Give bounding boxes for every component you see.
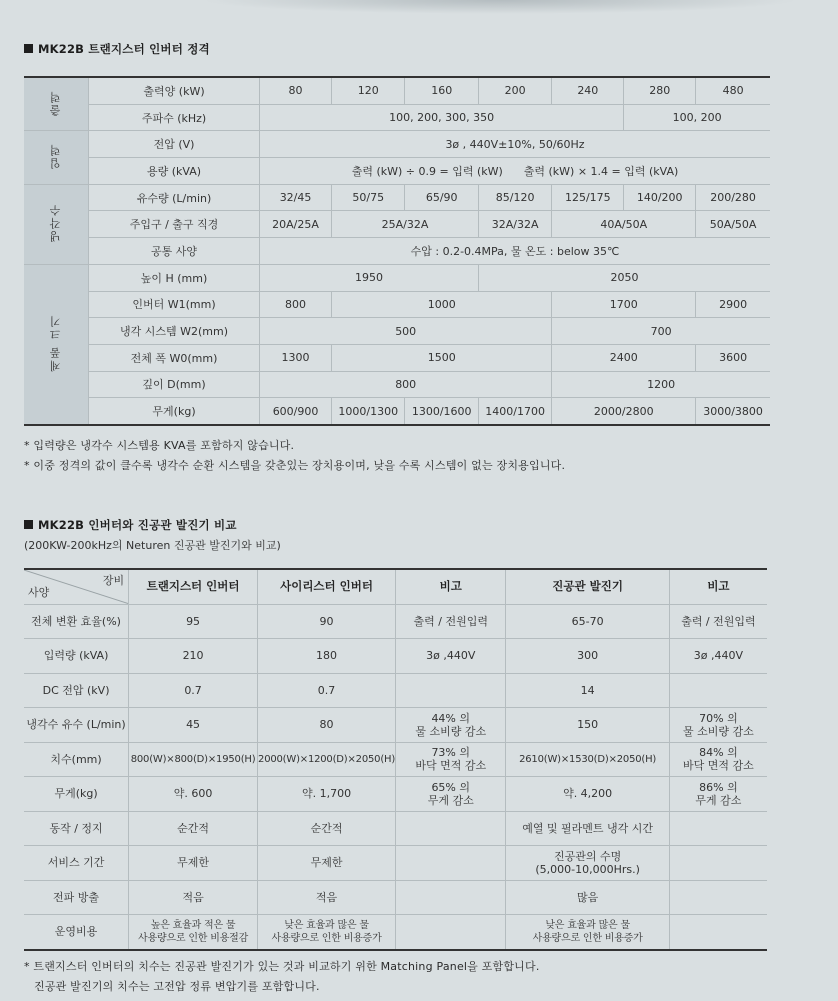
group-label-output: 출력 [24,77,89,131]
table-row [24,846,767,881]
table-row [24,211,770,238]
cell: 순간적 [258,811,396,846]
table-row [24,777,767,812]
cell: 1300 [260,344,332,371]
cell: 120 [332,77,405,104]
table-row [24,604,767,639]
cell: 100, 200, 300, 350 [260,104,624,131]
cell: 25A/32A [332,211,479,238]
cell [396,880,506,915]
cell: 출력 (kW) ÷ 0.9 = 입력 (kW) 출력 (kW) × 1.4 = 입력 (kVA) [260,158,770,185]
cell: 2610(W)×1530(D)×2050(H) [506,742,669,777]
cell: 3000/3800 [696,398,770,425]
row-label: 운영비용 [24,915,129,950]
cell: 낮은 효율과 많은 물 사용량으로 인한 비용증가 [506,915,669,950]
cell: 약. 4,200 [506,777,669,812]
group-label-input: 입력 [24,131,89,184]
row-label: 용량 (kVA) [89,158,260,185]
cell: 3ø ,440V [396,639,506,674]
column-header: 트랜지스터 인버터 [129,569,258,604]
cell: 낮은 효율과 많은 물 사용량으로 인한 비용증가 [258,915,396,950]
column-header: 비고 [669,569,767,604]
cell: 65% 의 무게 감소 [396,777,506,812]
cell: 32/45 [260,184,332,211]
cell: 90 [258,604,396,639]
table-row [24,77,770,104]
corner-top-label: 장비 [102,574,125,587]
cell: 14 [506,673,669,708]
cell: 1700 [552,291,696,318]
cell: 200 [478,77,551,104]
cell: 적음 [129,880,258,915]
top-shadow [200,0,800,14]
cell [669,811,767,846]
cell: 0.7 [258,673,396,708]
cell: 150 [506,708,669,743]
row-label: 공통 사양 [89,238,260,265]
cell: 32A/32A [478,211,551,238]
cell: 84% 의 바닥 면적 감소 [669,742,767,777]
cell: 적음 [258,880,396,915]
cell [396,811,506,846]
cell: 1500 [332,344,552,371]
row-label: 주파수 (kHz) [89,104,260,131]
cell: 높은 효율과 적은 물 사용량으로 인한 비용절감 [129,915,258,950]
cell: 125/175 [552,184,624,211]
row-label: 출력양 (kW) [89,77,260,104]
table-row [24,104,770,131]
cell: 진공관의 수명 (5,000-10,000Hrs.) [506,846,669,881]
cell: 65/90 [405,184,478,211]
cell: 많음 [506,880,669,915]
cell: 약. 1,700 [258,777,396,812]
cell: 1000/1300 [332,398,405,425]
cell [669,673,767,708]
row-label: 높이 H (mm) [89,264,260,291]
cell: 100, 200 [624,104,770,131]
table-row [24,131,770,158]
cell: 45 [129,708,258,743]
table-row [24,291,770,318]
table-row [24,639,767,674]
table-row [24,673,767,708]
row-label: 깊이 D(mm) [89,371,260,398]
cell: 600/900 [260,398,332,425]
cell: 1300/1600 [405,398,478,425]
cell: 1400/1700 [478,398,551,425]
table-row [24,238,770,265]
compare-note-1: * 트랜지스터 인버터의 치수는 진공관 발진기가 있는 것과 비교하기 위한 Matching Panel을 포함합니다. [24,960,540,973]
row-label: 전압 (V) [89,131,260,158]
table-row [24,371,770,398]
cell: 1950 [260,264,479,291]
cell: 3ø ,440V [669,639,767,674]
cell [669,915,767,950]
cell: 1000 [332,291,552,318]
table-row [24,915,767,950]
cell: 수압 : 0.2-0.4MPa, 물 온도 : below 35℃ [260,238,770,265]
cell: 약. 600 [129,777,258,812]
row-label: 전체 변환 효율(%) [24,604,129,639]
cell: 50/75 [332,184,405,211]
cell: 200/280 [696,184,770,211]
row-label: 서비스 기간 [24,846,129,881]
compare-table [24,568,767,951]
cell: 1200 [552,371,770,398]
spec-table [24,76,770,426]
row-label: 인버터 W1(mm) [89,291,260,318]
table-row [24,811,767,846]
cell: 180 [258,639,396,674]
spec-note-1: * 입력량은 냉각수 시스템용 KVA를 포함하지 않습니다. [24,439,295,452]
cell: 2050 [478,264,770,291]
row-label: 주입구 / 출구 직경 [89,211,260,238]
cell: 0.7 [129,673,258,708]
row-label: 냉각 시스템 W2(mm) [89,318,260,345]
compare-note-2: 진공관 발진기의 치수는 고전압 정류 변압기를 포함합니다. [34,980,320,993]
column-header: 비고 [396,569,506,604]
cell: 70% 의 물 소비량 감소 [669,708,767,743]
row-label: 전체 폭 W0(mm) [89,344,260,371]
row-label: 치수(mm) [24,742,129,777]
corner-cell [24,569,129,604]
cell: 3ø , 440V±10%, 50/60Hz [260,131,770,158]
table-row [24,158,770,185]
row-label: 유수량 (L/min) [89,184,260,211]
cell: 160 [405,77,478,104]
row-label: 입력량 (kVA) [24,639,129,674]
cell: 300 [506,639,669,674]
compare-subtitle: (200KW-200kHz의 Neturen 진공관 발진기와 비교) [24,539,281,552]
cell: 700 [552,318,770,345]
cell: 2400 [552,344,696,371]
table-row [24,708,767,743]
corner-bottom-label: 사양 [28,585,50,599]
table-row [24,264,770,291]
group-label-size: 제품 크기 [24,264,89,425]
cell: 95 [129,604,258,639]
cell: 2000(W)×1200(D)×2050(H) [258,742,396,777]
cell [396,846,506,881]
cell: 80 [260,77,332,104]
row-label: DC 전압 (kV) [24,673,129,708]
cell: 20A/25A [260,211,332,238]
cell: 출력 / 전원입력 [669,604,767,639]
cell: 3600 [696,344,770,371]
cell: 80 [258,708,396,743]
cell [396,673,506,708]
cell: 무제한 [129,846,258,881]
cell: 50A/50A [696,211,770,238]
row-label: 전파 방출 [24,880,129,915]
row-label: 무게(kg) [24,777,129,812]
spec-note-2: * 이중 정격의 값이 클수록 냉각수 순환 시스템을 갖춘있는 장치용이며, 낮을 수록 시스템이 없는 장치용입니다. [24,459,566,472]
table-row [24,398,770,425]
cell: 2900 [696,291,770,318]
compare-section-title: MK22B 인버터와 진공관 발진기 비교 [24,517,237,533]
cell: 140/200 [624,184,696,211]
row-label: 동작 / 정지 [24,811,129,846]
cell: 480 [696,77,770,104]
row-label: 냉각수 유수 (L/min) [24,708,129,743]
cell: 85/120 [478,184,551,211]
cell: 800(W)×800(D)×1950(H) [129,742,258,777]
cell: 500 [260,318,552,345]
cell [396,915,506,950]
cell: 800 [260,291,332,318]
cell: 44% 의 물 소비량 감소 [396,708,506,743]
table-row [24,184,770,211]
column-header: 진공관 발진기 [506,569,669,604]
cell: 무제한 [258,846,396,881]
table-row [24,742,767,777]
cell: 240 [552,77,624,104]
cell: 출력 / 전원입력 [396,604,506,639]
cell [669,846,767,881]
spec-section-title: MK22B 트랜지스터 인버터 정격 [24,41,210,57]
cell: 73% 의 바닥 면적 감소 [396,742,506,777]
cell: 280 [624,77,696,104]
cell: 800 [260,371,552,398]
square-bullet-icon [24,520,33,529]
row-label: 무게(kg) [89,398,260,425]
cell: 40A/50A [552,211,696,238]
group-label-cooling: 냉각수 [24,184,89,264]
cell: 순간적 [129,811,258,846]
cell [669,880,767,915]
column-header: 사이리스터 인버터 [258,569,396,604]
cell: 86% 의 무게 감소 [669,777,767,812]
table-row [24,880,767,915]
table-row [24,344,770,371]
cell: 210 [129,639,258,674]
cell: 예열 및 필라멘트 냉각 시간 [506,811,669,846]
cell: 65-70 [506,604,669,639]
cell: 2000/2800 [552,398,696,425]
table-row [24,318,770,345]
table-header-row [24,569,767,604]
square-bullet-icon [24,44,33,53]
